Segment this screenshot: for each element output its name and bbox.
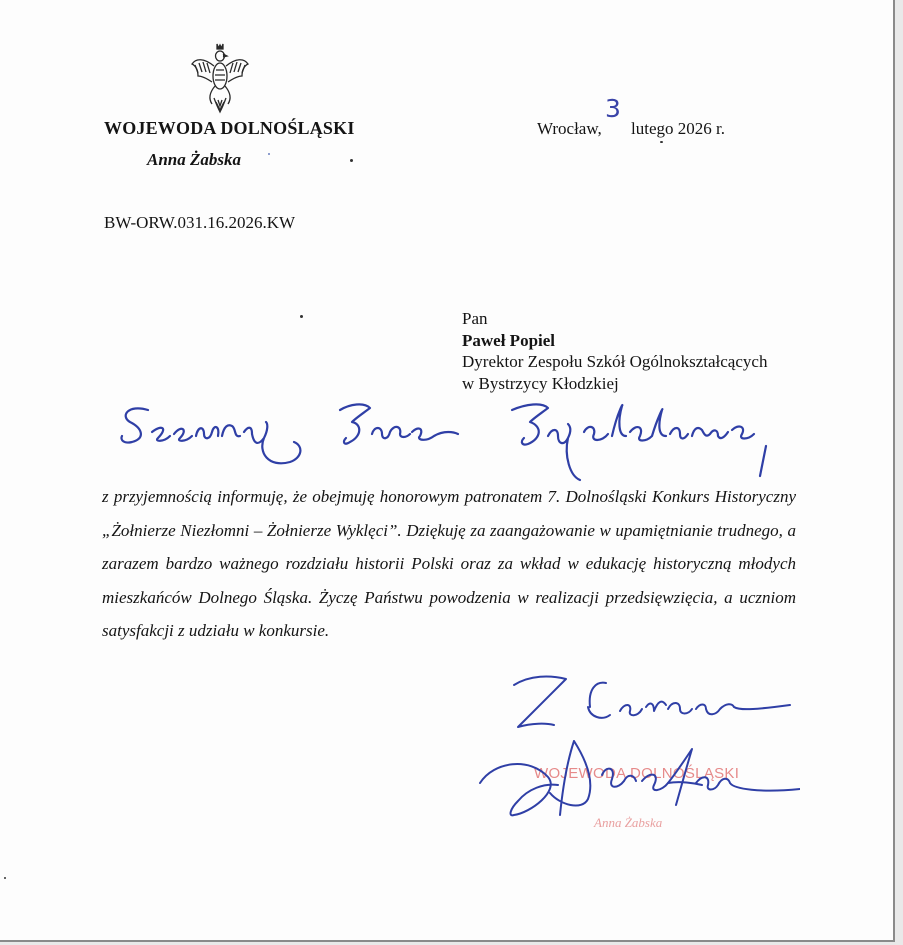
reference-number: BW-ORW.031.16.2026.KW: [104, 213, 296, 232]
recipient-salutation: Pan: [462, 309, 488, 328]
scan-speck: [300, 315, 303, 318]
date-month-year: lutego 2026 r.: [631, 119, 725, 138]
handwritten-closing-and-signature: [470, 665, 800, 840]
recipient-block: [462, 308, 767, 394]
place-name: Wrocław,: [537, 119, 602, 138]
stamp-office: WOJEWODA DOLNOŚLĄSKI: [534, 765, 740, 782]
recipient-name: Paweł Popiel: [462, 330, 556, 350]
issuer-office-title: WOJEWODA DOLNOŚLĄSKI: [104, 118, 355, 138]
scan-speck: [350, 159, 353, 162]
stamp-name: Anna Żabska: [594, 815, 663, 830]
recipient-title-line-1: Dyrektor Zespołu Szkół Ogólnokształcących: [462, 352, 768, 371]
scan-speck: [268, 153, 270, 155]
handwritten-day: 3: [605, 94, 621, 123]
eagle-emblem-icon: [190, 42, 250, 114]
handwritten-greeting: [118, 396, 788, 491]
issuer-name: Anna Żabska: [147, 150, 241, 169]
scan-speck: [660, 141, 663, 143]
letter-body: z przyjemnością informuję, że obejmuję honorowym patronatem 7. Dolnośląski Konkurs Historyczny „Żołnierze Niezłomni – Żołnierze Wyklęci”. Dziękuję za zaangażowanie w upamiętnianie trudnego, a zarazem bardzo ważnego rozdziału historii Polski oraz za wkład w edukację historyczną młodych mieszkańców Dolnego Śląska. Życzę Państwu powodzenia w realizacji przedsięwzięcia, a uczniom satysfakcji z udziału w konkursie.: [102, 487, 796, 640]
recipient-title-line-2: w Bystrzycy Kłodzkiej: [462, 373, 619, 393]
scan-speck: [4, 877, 6, 879]
